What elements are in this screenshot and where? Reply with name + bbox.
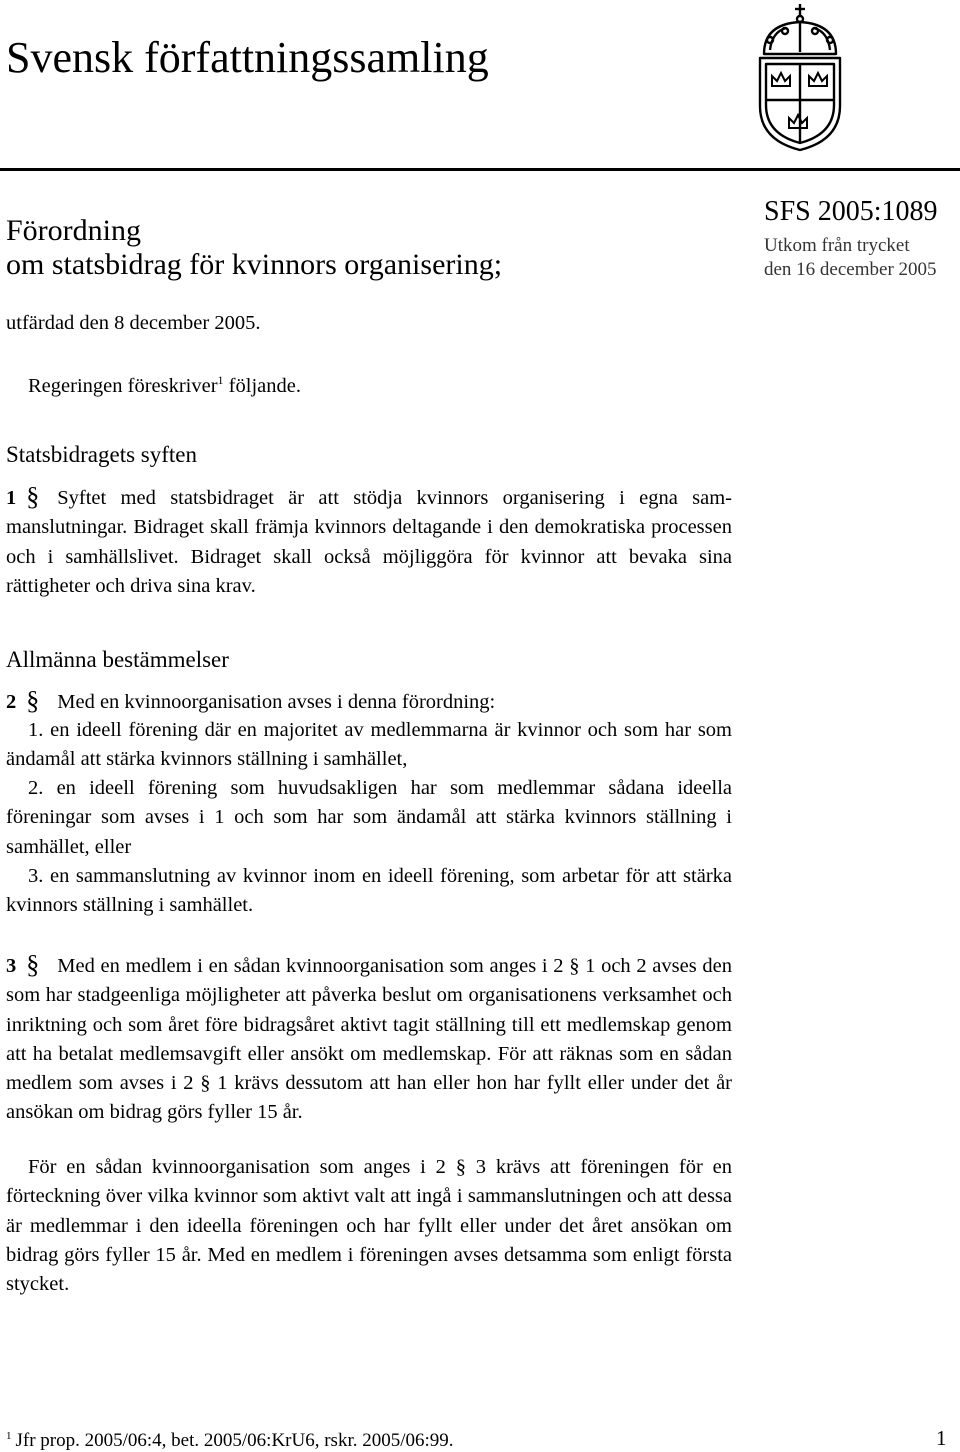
section-2-item-3: 3. en sammanslutning av kvinnor inom en ideell förening, som arbetar för att stärka kvinnors ställning i samhället. [6,865,732,917]
footnote-reference: 1 [217,373,224,387]
section-number: 3 [6,955,17,977]
title-line-1: Förordning [6,214,141,247]
header-rule [0,168,960,171]
footnote [6,1425,454,1452]
section-2-item-2: 2. en ideell förening som huvudsakligen har som medlemmar sådana ideella föreningar som avses i 1 och som har som ändamål att stärka kvinnors ställning i samhället, eller [6,777,732,858]
document-title [6,214,502,282]
section-symbol: § [26,686,40,715]
heading-purpose: Statsbidragets syften [6,442,197,467]
section-2-text: Med en kvinnoorganisation avses i denna förordning: [57,691,496,713]
series-title: Svensk författningssamling [6,33,489,82]
section-symbol: § [26,950,40,979]
section-1 [6,482,732,601]
publication-note [764,234,960,282]
section-3-paragraph-2: För en sådan kvinnoorganisation som anges i 2 § 3 krävs att föreningen för en förteckning över vilka kvinnor som aktivt valt att ingå i sammanslutningen och att dessa är medlemmar i den ideella föreningen och har fyllt eller under det året ansökan om bidrag görs fyller 15 år. Med en medlem i föreningen avses detsamma som enligt första stycket. [6,1156,732,1296]
issued-date: utfärdad den 8 december 2005. [6,312,261,334]
section-number: 1 [6,487,17,509]
section-1-text: Syftet med statsbidraget är att stödja kvinnors organisering i egna sammanslutningar. Bidraget skall främja kvinnors deltagande i den demokratiska processen och i samhällslivet. Bidraget skall också möjliggöra för kvinnor att bevaka sina rättigheter och driva sina krav. [6,487,732,597]
footnote-mark: 1 [6,1430,12,1442]
section-2-item-1: 1. en ideell förening där en majoritet av medlemmarna är kvinnor och som har som ändamål att stärka kvinnors ställning i samhället, [6,719,732,771]
sfs-number: SFS 2005:1089 [764,196,938,227]
publication-note-line-2: den 16 december 2005 [764,259,937,280]
intro-sentence [6,366,732,401]
section-number: 2 [6,691,17,713]
section-3 [6,950,732,1128]
section-3-text: Med en medlem i en sådan kvinnoorganisation som anges i 2 § 1 och 2 avses den som har stadgeenliga möjligheter att påverka beslut om organisationens verksamhet och inriktning och som året före bidragsåret aktivt tagit ställning till ett medlemskap genom att ha betalat medlemsavgift eller ansökt om medlemskap. För att räknas som en sådan medlem som avses i 2 § 1 krävs dessutom att han eller hon har fyllt eller under det år ansökan om bidrag görs fyller 15 år. [6,955,732,1124]
section-symbol: § [26,482,40,511]
heading-general-provisions: Allmänna bestämmelser [6,647,229,672]
swedish-coat-of-arms-icon [758,2,848,152]
intro-text: Regeringen föreskriver [28,375,218,397]
sfs-block [764,196,960,282]
publication-note-line-1: Utkom från trycket [764,235,910,256]
intro-text-end: följande. [223,375,301,397]
page-number: 1 [936,1426,947,1450]
section-2 [6,686,732,717]
title-line-2: om statsbidrag för kvinnors organisering; [6,248,503,281]
footnote-text: Jfr prop. 2005/06:4, bet. 2005/06:KrU6, rskr. 2005/06:99. [15,1430,454,1451]
